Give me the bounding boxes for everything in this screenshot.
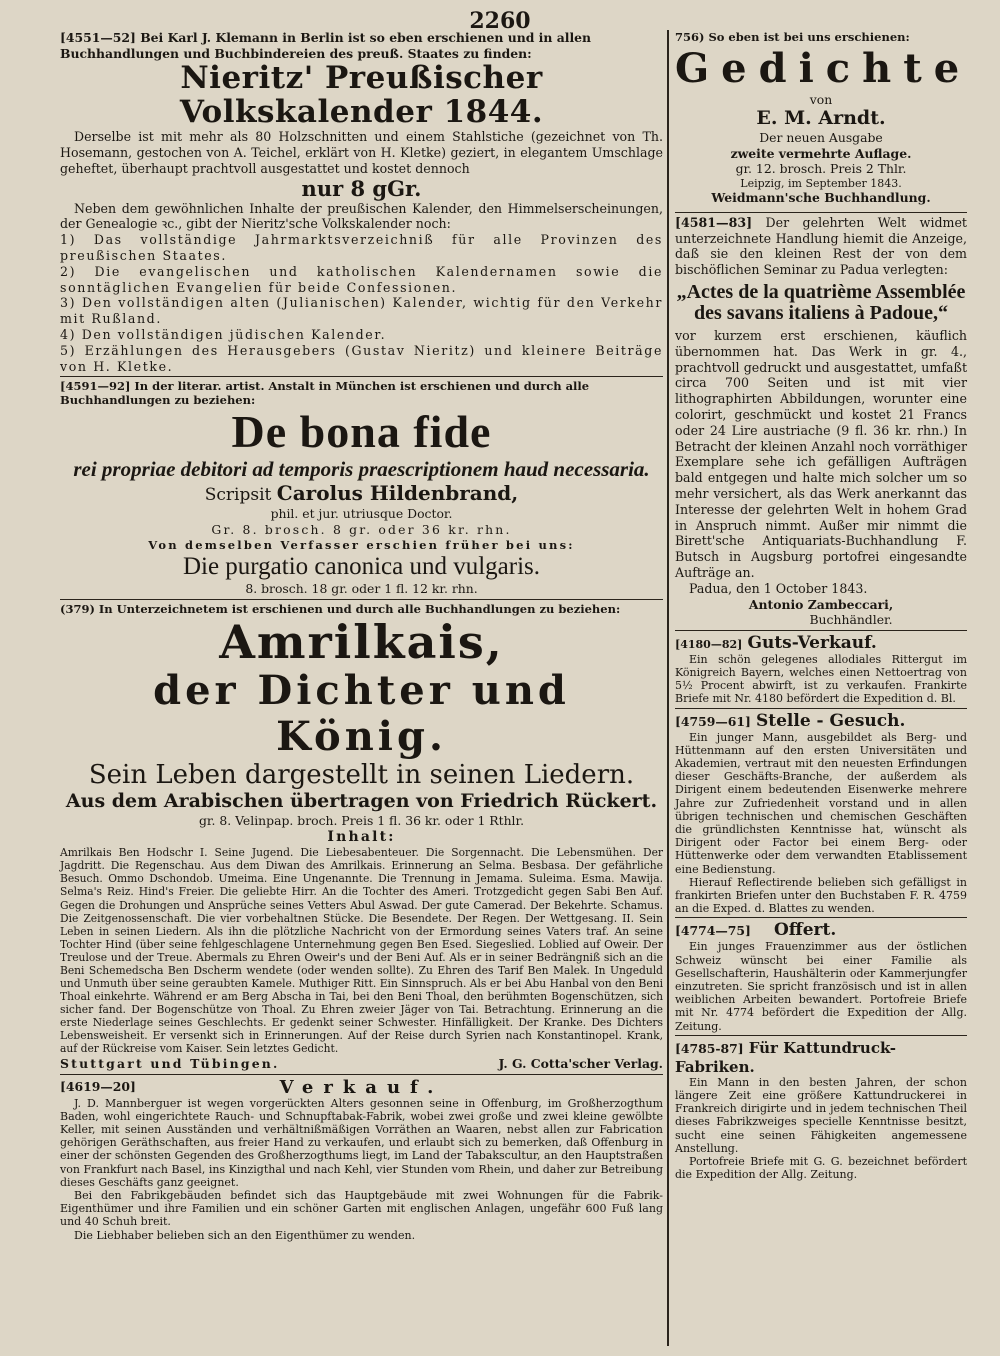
ad-price: gr. 8. Velinpap. broch. Preis 1 fl. 36 kr. oder 1 Rthlr. (198, 812, 525, 828)
ad-ref: [4759—61] (675, 713, 751, 729)
ad-price-2: 8. brosch. 18 gr. oder 1 fl. 12 kr. rhn. (245, 581, 478, 597)
ad-intro: Bei Karl J. Klemann in Berlin ist so eben erschienen und in allen Buchhandlungen und Buchbindereien des preuß. Staates zu finden: (60, 30, 592, 61)
left-column (60, 30, 663, 1242)
ad-title: Amrilkais, (219, 614, 504, 669)
ad-offert (675, 920, 967, 1032)
ad-item: 3) Den vollständigen alten (Julianischen) Kalender, wichtig für den Verkehr mit Rußland. (60, 295, 663, 327)
ad-kattundruck (675, 1038, 967, 1182)
ad-price: Gr. 8. brosch. 8 gr. oder 36 kr. rhn. (211, 521, 512, 537)
ad-item: 1) Das vollständige Jahrmarktsverzeichniß für alle Provinzen des preußischen Staates. (60, 232, 663, 263)
ad-contents-heading: Inhalt: (327, 829, 396, 846)
ad-ref: [4774—75] (675, 923, 751, 939)
divider (675, 212, 967, 213)
ad-date: Leipzig, im September 1843. (740, 176, 902, 190)
ad-paragraph: Bei den Fabrikgebäuden befindet sich das Hauptgebäude mit zwei Wohnungen für die Fabrik-Eigenthümer und ihre Familien und ein schöner Garten mit englischen Anlagen, ungefähr 600 Fuß lang und 40 Schuh breit. (60, 1189, 663, 1229)
ad-title: Gedichte (675, 44, 972, 92)
ad-title: Nieritz' Preußischer Volkskalender 1844. (179, 60, 544, 131)
ad-ref: [4581—83] (675, 214, 753, 230)
ad-ref: [4619—20] (60, 1078, 136, 1094)
ad-title-2: Die purgatio canonica und vulgaris. (182, 553, 541, 581)
ad-publisher: Weidmann'sche Buchhandlung. (711, 190, 931, 206)
ad-price: gr. 12. brosch. Preis 2 Thlr. (735, 161, 907, 177)
ad-paragraph: J. D. Mannberguer ist wegen vorgerückten Alters gesonnen seine in Offenburg, im Großherzogthum Baden, wohl eingerichtete Rauch- und Schnupftabak-Fabrik, wobei zwei große und zwei kleine gewölbte Keller, mit seinen Ausständen und verhältnißmäßigen Vorräthen an Waaren, nebst allen zur Fabrication gehörigen Geräthschaften, aus freier Hand zu verkaufen, und erlaubt sich zu bemerken, daß Offenburg in einer der schönsten Gegenden des Großherzogthums liegt, im Land der Tabakscultur, an den Hauptstraßen von Frankfurt nach Basel, ins Kinzigthal und nach Kehl, vier Stunden vom Rhein, und daher zur Betreibung dieses Geschäfts ganz geeignet. (60, 1096, 663, 1189)
ad-paragraph: Hierauf Reflectirende belieben sich gefälligst in frankirten Briefen unter den Buchstaben F. R. 4759 an die Exped. d. Blattes zu wenden. (675, 875, 967, 916)
ad-title: De bona fide (231, 406, 492, 458)
ad-contents: Amrilkais Ben Hodschr I. Seine Jugend. Die Liebesabenteuer. Die Sorgennacht. Die Lebensmühen. Der Jagdritt. Die Regenschau. Aus dem Diwan des Amrilkais. Erinnerung an Selma. Besbasa. Der gefährliche Besuch. Ommo Dschondob. Umeima. Eine Ungenannte. Die Trennung in Jemama. Suleima. Esma. Mawija. Selma's Reiz. Hind's Freier. Die geliebte Hirr. An die Tochter des Ameri. Trotzgedicht gegen Sabi Ben Auf. Gegen die Drohungen und Ansprüche seines Vetters Abul Aswad. Der gute Camerad. Der Bekehrte. Schamus. Die Zeitgenossenschaft. Die vier vorbehaltnen Stücke. Die Besendete. Der Regen. Der Wettgesang. II. Sein Leben in seinen Liedern. Als ihn die plötzliche Nachricht von der Ermordung seines Vaters traf. An seine Tochter Hind (über seine fehlgeschlagene Unternehmung gegen Ben Esed. Siegeslied. Loblied auf Oweir. Der Treulose und der Treue. Abermals zu Ehren Oweir's und der Beni Auf. Als er in seiner Bedrängniß sich an die Beni Schemedscha Ben Dscherm wendete (oder wenden sollte). Zu Ehren des Tarif Ben Malek. In Ungeduld und Unmuth über seine geraubten Kamele. Muthiger Ritt. Ein Sinnspruch. Als er bei Abu Hanbal von den Beni Thoal einkehrte. Während er am Berg Abscha in Tai, bei den Beni Thoal, den berühmten Bogenschützen, sich sicher fand. Der Bogenschütze von Thoal. Zu Ehren zweier Jäger von Tai. Betrachtung. Erinnerung an die erste Niederlage seines Geschlechts. Er gedenkt seiner Schwester. Hinfälligkeit. Der Kranke. Des Dichters Lebensweisheit. Er versenkt sich in Erinnerungen. Auf der Reise durch Syrien nach Konstantinopel. Krank, auf der Rückreise vom Kaiser. Sein letztes Gedicht. (60, 846, 663, 1056)
ad-subtitle: Sein Leben dargestellt in seinen Liedern. (88, 759, 635, 790)
page-number: 2260 (469, 8, 531, 34)
ad-paragraph: Ein junger Mann, ausgebildet als Berg- und Hüttenmann auf den ersten Universitäten und Akademien, vertraut mit den neuesten Erfindungen dieser Geschäfts-Branche, der außerdem als Dirigent einem bedeutenden Eisenwerke mehrere Jahre zur Zufriedenheit vorstand und in allen übrigen technischen und chemischen Geschäften die gründlichsten Kenntnisse hat, wünscht als Dirigent oder Factor bei einem Berg- oder Hüttenwerke oder dem verwandten Etablissement eine Bedienstung. (675, 730, 967, 876)
ad-title-line-2: der Dichter und König. (153, 666, 570, 760)
divider (60, 376, 663, 377)
ad-ref: (379) (60, 601, 95, 616)
ad-stelle-gesuch (675, 711, 967, 916)
column-divider (667, 30, 669, 1346)
ad-role: Buchhändler. (809, 612, 893, 628)
ad-amrilkais (60, 602, 663, 1072)
ad-title: Verkauf. (279, 1076, 444, 1098)
ad-title: „Actes de la quatrième Assemblée des savans italiens à Padoue,“ (676, 280, 966, 324)
divider (675, 630, 967, 631)
ad-line: zweite vermehrte Auflage. (730, 145, 912, 161)
right-column (675, 30, 972, 1182)
ad-gedichte (675, 30, 972, 206)
ad-item: 2) Die evangelischen und katholischen Kalendernamen sowie die sonntäglichen Evangelien für beide Confessionen. (60, 263, 663, 295)
ad-title: Guts-Verkauf. (747, 632, 877, 653)
ad-ref: [4180—82] (675, 637, 743, 651)
ad-paragraph: Portofreie Briefe mit G. G. bezeichnet befördert die Expedition der Allg. Zeitung. (675, 1154, 967, 1182)
divider (60, 1074, 663, 1075)
ad-volkskalender (60, 30, 663, 374)
ad-author: E. M. Arndt. (756, 107, 886, 130)
ad-ref: [4785-87] (675, 1040, 744, 1056)
ad-intro: In Unterzeichnetem ist erschienen und durch alle Buchhandlungen zu beziehen: (98, 601, 621, 616)
ad-paragraph: Ein junges Frauenzimmer aus der östlichen Schweiz wünscht bei einer Familie als Gesellschafterin, Haushälterin oder Kammerjungfer einzutreten. Sie spricht französisch und ist in allen weiblichen Arbeiten bewandert. Portofreie Briefe mit Nr. 4774 befördert die Expedition der Allg. Zeitung. (675, 940, 967, 1033)
scripsit-label: Scripsit (204, 485, 272, 506)
ad-place: Stuttgart und Tübingen. (60, 1056, 280, 1072)
ad-item: 5) Erzählungen des Herausgebers (Gustav Nieritz) und kleinere Beiträge von H. Kletke. (60, 342, 663, 374)
ad-translator: Aus dem Arabischen übertragen von Friedrich Rückert. (65, 789, 658, 812)
ad-paragraph: Derselbe ist mit mehr als 80 Holzschnitten und einem Stahlstiche (gezeichnet von Th. Hosemann, gestochen von A. Teichel, erklärt von H. Kletke) geziert, in elegantem Umschlage geheftet, überhaupt prachtvoll ausgestattet und kostet dennoch (60, 129, 663, 176)
ad-bona-fide (60, 379, 663, 596)
ad-degree: phil. et jur. utriusque Doctor. (270, 506, 453, 522)
ad-title: Für Kattundruck-Fabriken. (675, 1038, 896, 1076)
ad-title: Offert. (773, 920, 837, 941)
divider (675, 1035, 967, 1036)
ad-verkauf (60, 1077, 663, 1242)
ad-paragraph: Ein schön gelegenes allodiales Rittergut im Königreich Bayern, welches einen Nettoertrag von 5½ Procent abwirft, ist zu verkaufen. Frankirte Briefe mit Nr. 4180 befördert die Expedition d. Bl. (675, 652, 967, 706)
ad-guts-verkauf (675, 633, 967, 706)
ad-date: Padua, den 1 October 1843. (689, 580, 868, 596)
ad-ref: [4591—92] (60, 379, 131, 394)
ad-paragraph: Der gelehrten Welt widmet unterzeichnete Handlung hiemit die Anzeige, daß sie den kleinen Rest der von dem bischöflichen Seminar zu Padua verlegten: (675, 214, 967, 278)
ad-intro: In der literar. artist. Anstalt in München ist erschienen und durch alle Buchhandlungen zu beziehen: (60, 379, 590, 408)
ad-actes (675, 215, 967, 628)
ad-paragraph: Die Liebhaber belieben sich an den Eigenthümer zu wenden. (74, 1228, 416, 1242)
ad-signer: Antonio Zambeccari, (748, 596, 894, 612)
divider (60, 599, 663, 600)
ad-ref: [4551—52] (60, 30, 136, 45)
ad-subtitle: rei propriae debitori ad temporis praescriptionem haud necessaria. (73, 457, 650, 482)
ad-title: Stelle - Gesuch. (755, 710, 906, 731)
ad-paragraph: Ein Mann in den besten Jahren, der schon längere Zeit eine größere Kattundruckerei in Frankreich dirigirte und in jedem technischen Theil dieses Fabrikzweiges specielle Kenntnisse besitzt, sucht eine seinen Fähigkeiten angemessene Anstellung. (675, 1075, 967, 1155)
ad-line: Der neuen Ausgabe (759, 130, 883, 146)
divider (675, 708, 967, 709)
ad-author: Carolus Hildenbrand, (276, 481, 519, 506)
ad-von: von (809, 91, 833, 107)
ad-publisher: J. G. Cotta'scher Verlag. (498, 1056, 663, 1072)
ad-price: nur 8 gGr. (301, 175, 422, 201)
ad-paragraph: vor kurzem erst erschienen, käuflich übernommen hat. Das Werk in gr. 4., prachtvoll gedruckt und ausgestattet, umfaßt circa 700 Seiten und ist mit vier lithographirten Abbildungen, worunter eine colorirt, geschmückt und kostet 21 Francs oder 24 Lire austriache (9 fl. 36 kr. rhn.) In Betracht der kleinen Anzahl noch vorräthiger Exemplare sehe ich gefälligen Aufträgen bald entgegen und halte mich solcher um so mehr versichert, als das Werk anerkannt das Interesse der gelehrten Welt in hohem Grad in Anspruch nimmt. Außer mir nimmt die Birett'sche Antiquariats-Buchhandlung F. Butsch in Augsburg portofrei eingesandte Aufträge an. (675, 327, 967, 580)
divider (675, 917, 967, 918)
ad-paragraph: Neben dem gewöhnlichen Inhalte der preußischen Kalender, den Himmelserscheinungen, der Genealogie ꝛc., gibt der Nieritz'sche Volkskalender noch: (60, 200, 663, 232)
ad-item: 4) Den vollständigen jüdischen Kalender. (60, 326, 387, 342)
ad-intro: 756) So eben ist bei uns erschienen: (675, 30, 910, 44)
ad-note: Von demselben Verfasser erschien früher bei uns: (148, 537, 575, 552)
